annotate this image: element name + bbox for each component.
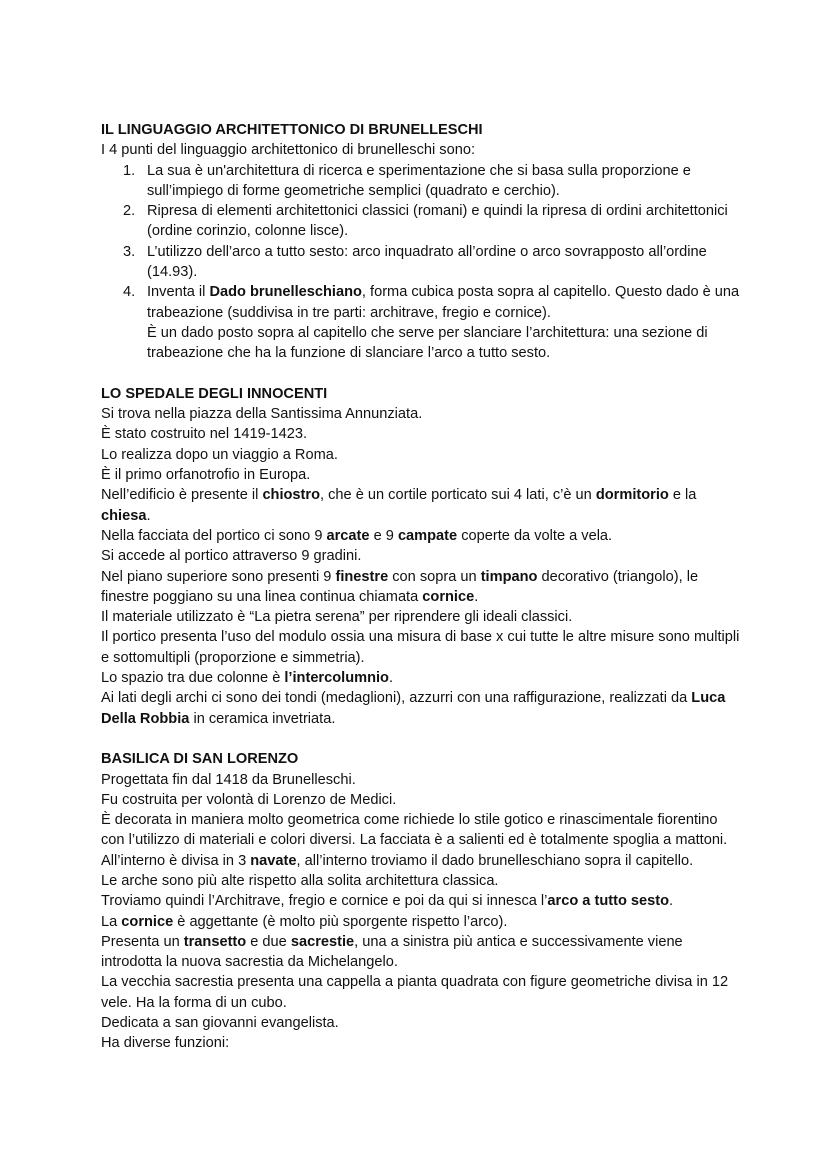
paragraph: È stato costruito nel 1419-1423. [101,426,308,443]
paragraph: Il portico presenta l’uso del modulo ossia una misura di base x cui tutte le altre misure sono multipli e sottomultipli (proporzione e simmetria). [101,629,740,666]
bold-term: Luca Della Robbia [101,690,726,727]
paragraph: Lo realizza dopo un viaggio a Roma. [101,446,338,463]
paragraph: Presenta un transetto e due sacrestie, una a sinistra più antica e successivamente viene introdotta la nuova sacrestia da Michelangelo. [101,933,683,971]
bold-term: Dado brunelleschiano [209,284,362,301]
bold-term: cornice [422,588,475,605]
bold-term: finestre [335,568,389,585]
paragraph: È il primo orfanotrofio in Europa. [101,467,311,484]
paragraph: Nel piano superiore sono presenti 9 finestre con sopra un timpano decorativo (triangolo), le finestre poggiano su una linea continua chiamata cornice. [101,568,699,605]
bold-term: timpano [480,568,538,585]
section-linguaggio-architettonico [101,120,741,364]
list-item [101,161,741,202]
paragraph: Troviamo quindi l’Architrave, fregio e cornice e poi da qui si innesca l’arco a tutto sesto. [101,893,674,910]
section-heading: LO SPEDALE DEGLI INNOCENTI [101,385,328,402]
section-heading: IL LINGUAGGIO ARCHITETTONICO DI BRUNELLESCHI [101,122,483,138]
paragraph: Nella facciata del portico ci sono 9 arcate e 9 campate coperte da volte a vela. [101,527,613,544]
paragraph: Lo spazio tra due colonne è l’intercolumnio. [101,670,394,687]
paragraph: Nell’edificio è presente il chiostro, che è un cortile porticato sui 4 lati, c’è un dormitorio e la chiesa. [101,487,697,524]
paragraph: Ai lati degli archi ci sono dei tondi (medaglioni), azzurri con una raffigurazione, realizzati da Luca Della Robbia in ceramica invetriata. [101,690,726,727]
bold-term: arcate [326,527,370,544]
list-item-text: L’utilizzo dell’arco a tutto sesto: arco inquadrato all’ordine o arco sovrapposto all’ordine (14.93). [147,243,707,281]
list-item [101,282,741,363]
paragraph: All’interno è divisa in 3 navate, all’interno troviamo il dado brunelleschiano sopra il capitello. [101,852,694,869]
document-body [101,120,741,1054]
paragraph: Si trova nella piazza della Santissima Annunziata. [101,406,423,423]
numbered-list [101,161,741,364]
bold-term: cornice [121,913,174,930]
list-number: 4. [123,284,136,301]
bold-term: chiesa [101,507,147,524]
paragraph: Fu costruita per volontà di Lorenzo de Medici. [101,791,397,808]
list-item [101,242,741,283]
paragraph: Si accede al portico attraverso 9 gradini. [101,548,362,565]
list-number: 2. [123,203,136,220]
paragraph: Dedicata a san giovanni evangelista. [101,1015,339,1032]
list-item [101,201,741,242]
section-basilica-san-lorenzo [101,749,741,1053]
paragraph: I 4 punti del linguaggio architettonico di brunelleschi sono: [101,142,476,159]
paragraph: Ha diverse funzioni: [101,1035,230,1052]
paragraph: Le arche sono più alte rispetto alla solita architettura classica. [101,872,499,889]
bold-term: arco a tutto sesto [547,893,670,910]
paragraph: La vecchia sacrestia presenta una cappella a pianta quadrata con figure geometriche divisa in 12 vele. Ha la forma di un cubo. [101,974,729,1011]
bold-term: transetto [183,933,247,950]
section-heading: BASILICA DI SAN LORENZO [101,751,299,768]
bold-term: chiostro [262,487,321,504]
bold-term: sacrestie [290,933,355,950]
list-item-continuation: È un dado posto sopra al capitello che serve per slanciare l’architettura: una sezione di trabeazione che ha la funzione di slanciare l’arco a tutto sesto. [147,324,708,362]
bold-term: dormitorio [595,487,669,504]
section-spedale-innocenti [101,384,741,729]
bold-term: campate [397,527,458,544]
list-number: 1. [123,162,136,179]
bold-term: navate [250,852,297,869]
list-item-text: Inventa il Dado brunelleschiano, forma cubica posta sopra al capitello. Questo dado è una trabeazione (suddivisa in tre parti: architrave, fregio e cornice). [147,284,740,321]
list-number: 3. [123,243,136,260]
paragraph: La cornice è aggettante (è molto più sporgente rispetto l’arco). [101,913,508,930]
paragraph: È decorata in maniera molto geometrica come richiede lo stile gotico e rinascimentale fiorentino con l’utilizzo di materiali e colori diversi. La facciata è a salienti ed è totalmente spoglia a mattoni. [101,812,728,849]
paragraph: Il materiale utilizzato è “La pietra serena” per riprendere gli ideali classici. [101,609,573,626]
list-item-text: Ripresa di elementi architettonici classici (romani) e quindi la ripresa di ordini architettonici (ordine corinzio, colonne lisce). [147,203,728,240]
bold-term: l’intercolumnio [284,670,389,687]
paragraph: Progettata fin dal 1418 da Brunelleschi. [101,771,356,788]
list-item-text: La sua è un'architettura di ricerca e sperimentazione che si basa sulla proporzione e sull’impiego di forme geometriche semplici (quadrato e cerchio). [147,162,691,199]
